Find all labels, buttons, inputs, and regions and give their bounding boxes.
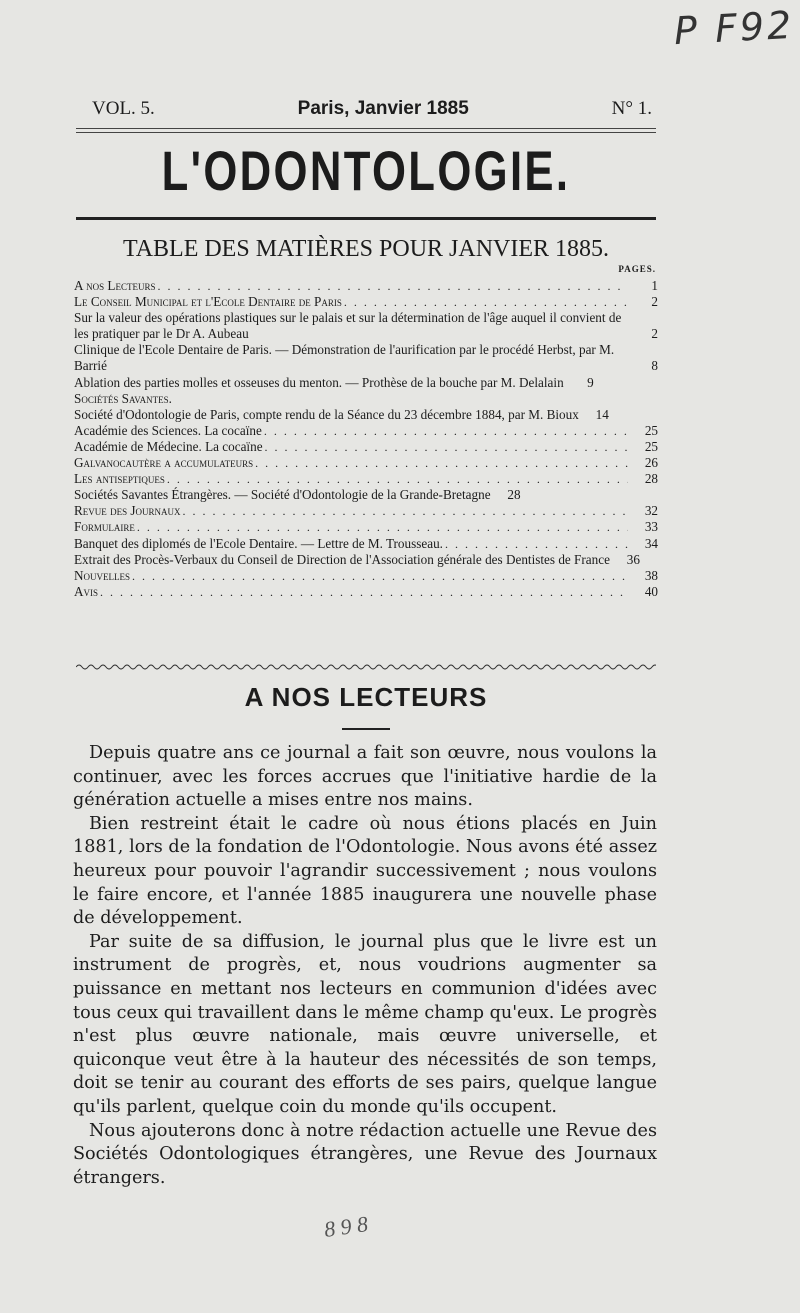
article-paragraph: Par suite de sa diffusion, le journal plus que le livre est un instrument de progrès, et, nous voudrions augmenter sa puissance en mettant nos lecteurs en communion d'idées avec tous ceux qui travaillent dans le même champ qu'eux. Le progrès n'est plus œuvre nationale, mais œuvre universelle, et quiconque veut être à la hauteur des nécessités de son temps, doit se tenir au courant des efforts de ses pairs, quelque langue qu'ils parlent, quelque coin du monde qu'ils occupent. [73, 931, 657, 1117]
toc-entry: A nos Lecteurs . . . 1 [74, 278, 658, 294]
issue-header [92, 98, 652, 120]
table-of-contents [74, 278, 658, 600]
toc-entry: Les antiseptiques . . . 28 [74, 471, 658, 487]
volume-label: VOL. 5. [92, 98, 155, 119]
toc-entry: Académie des Sciences. La cocaïne . . . 25 [74, 423, 658, 439]
toc-entry: Société d'Odontologie de Paris, compte rendu de la Séance du 23 décembre 1884, par M. Bioux 14 [74, 406, 609, 422]
toc-pages-label: PAGES. [618, 264, 656, 274]
article-paragraph: Nous ajouterons donc à notre rédaction actuelle une Revue des Sociétés Odontologiques étrangères, une Revue des Journaux étrangers. [73, 1120, 657, 1188]
article-title: A NOS LECTEURS [244, 682, 488, 712]
wavy-divider [76, 662, 656, 672]
issue-date: Paris, Janvier 1885 [297, 98, 469, 119]
toc-entry: Sur la valeur des opérations plastiques sur le palais et sur la détermination de l'âge auquel il convient de les pratiquer par le Dr A. Aubeau 2 [74, 310, 658, 342]
toc-entry: Ablation des parties molles et osseuses du menton. — Prothèse de la bouche par M. Delalain 9 [74, 374, 594, 390]
shelfmark-handwriting: P F92 [672, 2, 796, 54]
toc-entry: Banquet des diplomés de l'Ecole Dentaire. — Lettre de M. Trousseau. . . . 34 [74, 536, 658, 552]
toc-entry: Sociétés Savantes Étrangères. — Société d'Odontologie de la Grande-Bretagne 28 [74, 487, 521, 503]
journal-title: L'ODONTOLOGIE. [161, 139, 571, 202]
toc-section-heading: Sociétés Savantes. [74, 390, 172, 406]
toc-entry: Formulaire . . . 33 [74, 519, 658, 535]
toc-entry: Extrait des Procès-Verbaux du Conseil de Direction de l'Association générale des Dentistes de France 36 [74, 551, 640, 567]
issue-number: N° 1. [611, 98, 652, 119]
toc-title: TABLE DES MATIÈRES POUR JANVIER 1885. [122, 236, 610, 262]
toc-entry: Galvanocautère a accumulateurs . . . 26 [74, 455, 658, 471]
toc-entry: Nouvelles . . . 38 [74, 568, 658, 584]
article-body [73, 742, 657, 1190]
toc-entry: Avis . . . 40 [74, 584, 658, 600]
footer-handwritten-mark: 8 9 8 [322, 1211, 370, 1242]
toc-entry: Académie de Médecine. La cocaïne . . . 25 [74, 439, 658, 455]
article-paragraph: Bien restreint était le cadre où nous étions placés en Juin 1881, lors de la fondation de l'Odontologie. Nous avons été assez heureux pour pouvoir l'agrandir successivement ; nous voulons le faire encore, et l'année 1885 inaugurera une nouvelle phase de développement. [73, 813, 657, 929]
article-paragraph: Depuis quatre ans ce journal a fait son œuvre, nous voulons la continuer, avec les forces accrues que l'initiative hardie de la génération actuelle a mises entre nos mains. [73, 743, 657, 811]
article-title-rule [342, 728, 390, 730]
toc-entry: Revue des Journaux . . . 32 [74, 503, 658, 519]
title-rule [76, 217, 656, 220]
toc-entry: Clinique de l'Ecole Dentaire de Paris. — Démonstration de l'aurification par le procédé Herbst, par M. Barrié 8 [74, 342, 658, 374]
toc-entry: Le Conseil Municipal et l'Ecole Dentaire de Paris . . . 2 [74, 294, 658, 310]
header-rule [76, 128, 656, 133]
